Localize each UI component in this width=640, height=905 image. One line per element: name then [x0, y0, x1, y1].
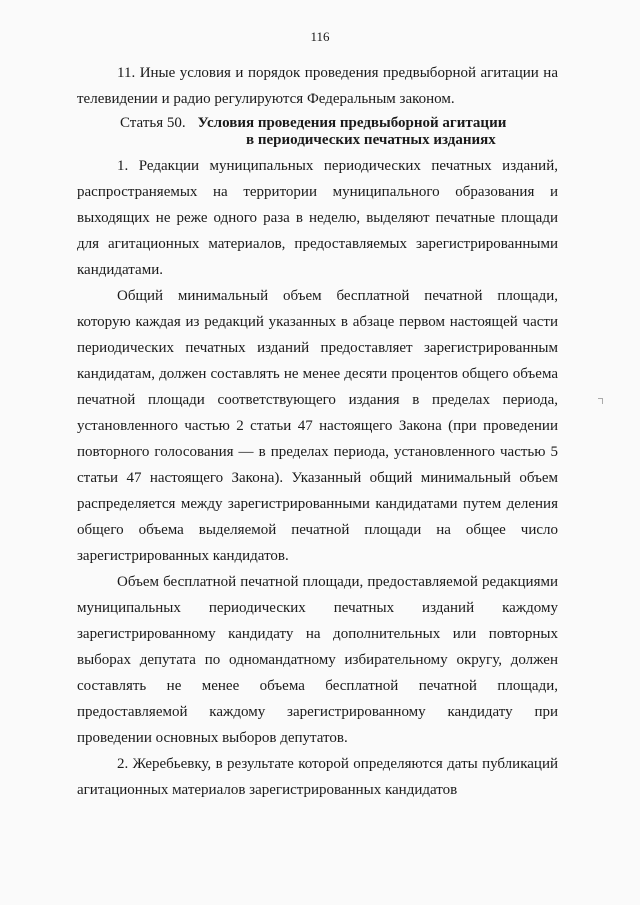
article-heading — [77, 115, 558, 149]
paragraph-volume-per-candidate: Объем бесплатной печатной площади, предоставляемой редакциями муниципальных периодических печатных изданий каждому зарегистрированному кандидату на дополнительных или повторных выборах депутата по одномандатному избирательному округу, должен составлять не менее объема бесплатной печатной площади, предоставляемой каждому зарегистрированному кандидату при проведении основных выборов депутатов. — [77, 574, 558, 746]
paragraph-2: 2. Жеребьевку, в результате которой определяются даты публикаций агитационных материалов зарегистрированных кандидатов — [77, 756, 558, 798]
paragraph-general-volume: Общий минимальный объем бесплатной печатной площади, которую каждая из редакций указанных в абзаце первом настоящей части периодических печатных изданий предоставляет зарегистрированным кандидатам, должен составлять не менее десяти процентов общего объема печатной площади соответствующего издания в пределах периода, установленного частью 2 статьи 47 настоящего Закона (при проведении повторного голосования — в пределах периода, установленного частью 5 статьи 47 настоящего Закона). Указанный общий минимальный объем распределяется между зарегистрированными кандидатами путем деления общего объема выделяемой печатной площади на общее число зарегистрированных кандидатов. — [77, 288, 558, 564]
article-label: Статья 50. — [120, 115, 186, 131]
page-number: 116 — [310, 29, 330, 44]
scan-mark — [598, 398, 603, 404]
paragraph-11: 11. Иные условия и порядок проведения предвыборной агитации на телевидении и радио регулируются Федеральным законом. — [77, 65, 558, 107]
paragraph-1: 1. Редакции муниципальных периодических печатных изданий, распространяемых на территории муниципального образования и выходящих не реже одного раза в неделю, выделяют печатные площади для агитационных материалов, предоставляемых зарегистрированными кандидатами. — [77, 158, 558, 278]
article-title-line2: в периодических печатных изданиях — [246, 132, 496, 148]
document-body — [77, 60, 558, 803]
article-title-line1: Условия проведения предвыборной агитации — [197, 115, 507, 131]
